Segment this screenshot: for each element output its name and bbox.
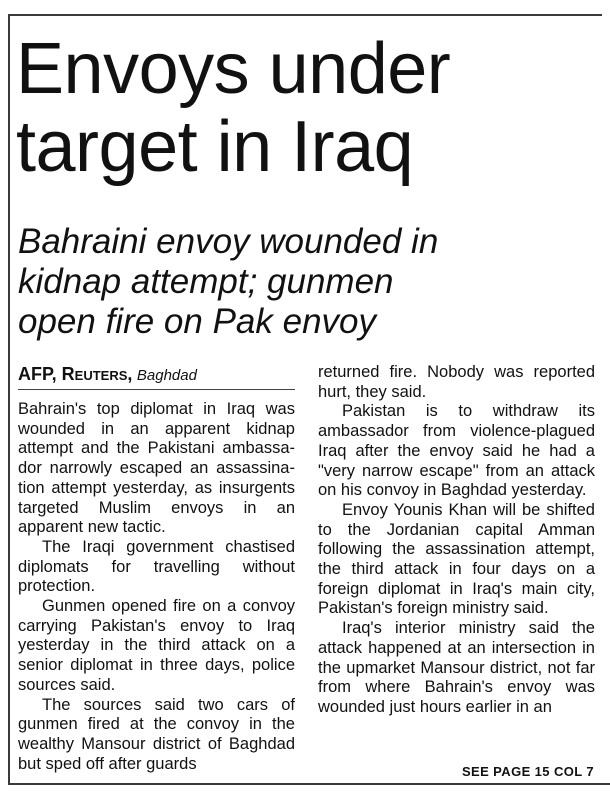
article-paragraph: Iraq's interior ministry said the attack happened at an intersection in the upmarket Mansour district, not far from where Bahrain's envoy was wounded just hours earlier in an	[318, 619, 595, 716]
subheadline-line-1: Bahraini envoy wounded in	[18, 222, 439, 261]
bottom-rule	[8, 783, 610, 785]
article-paragraph: Bahrain's top diplomat in Iraq was wounded in an apparent kidnap attempt and the Pakistani ambassador narrowly escaped an assassination attempt yesterday, as insurgents targeted Muslim envoys in an apparent new tactic.	[18, 400, 295, 537]
article-column-right	[318, 363, 595, 718]
subheadline-line-3: open fire on Pak envoy	[18, 302, 377, 341]
headline	[16, 30, 596, 186]
article-paragraph-continued: The sources said two cars of gunmen fired at the convoy in the wealthy Mansour district of Baghdad but sped off after guards	[18, 695, 295, 773]
byline-rule	[18, 389, 295, 390]
top-rule	[8, 14, 602, 16]
byline	[18, 363, 295, 387]
headline-line-1: Envoys under	[16, 29, 451, 109]
article-paragraph-continuation: returned fire. Nobody was reported hurt, they said.	[318, 363, 595, 401]
byline-agencies: AFP, Reuters,	[18, 364, 133, 384]
article-paragraph: Gunmen opened fire on a convoy carrying Pakistan's envoy to Iraq yesterday in the third attack on a senior diplomat in three days, police sources said.	[18, 597, 295, 694]
subheadline	[18, 222, 598, 342]
subheadline-line-2: kidnap attempt; gunmen	[18, 262, 394, 301]
article-paragraph: Pakistan is to withdraw its ambassador from violence-plagued Iraq after the envoy said he had a "very narrow escape" from an attack on his convoy in Baghdad yesterday.	[318, 402, 595, 500]
byline-city: Baghdad	[136, 367, 197, 384]
article-paragraph: Envoy Younis Khan will be shifted to the Jordanian capital Amman following the assassination attempt, the third attack in four days on a foreign diplomat in Iraq's main city, Pakistan's foreign ministry said.	[318, 500, 595, 618]
article-paragraph: The Iraqi government chastised diplomats for travelling without protection.	[18, 537, 295, 596]
headline-line-2: target in Iraq	[16, 107, 414, 187]
continuation-jump-line: SEE PAGE 15 COL 7	[461, 764, 594, 779]
article-column-left	[18, 400, 295, 774]
left-rule	[8, 14, 10, 784]
